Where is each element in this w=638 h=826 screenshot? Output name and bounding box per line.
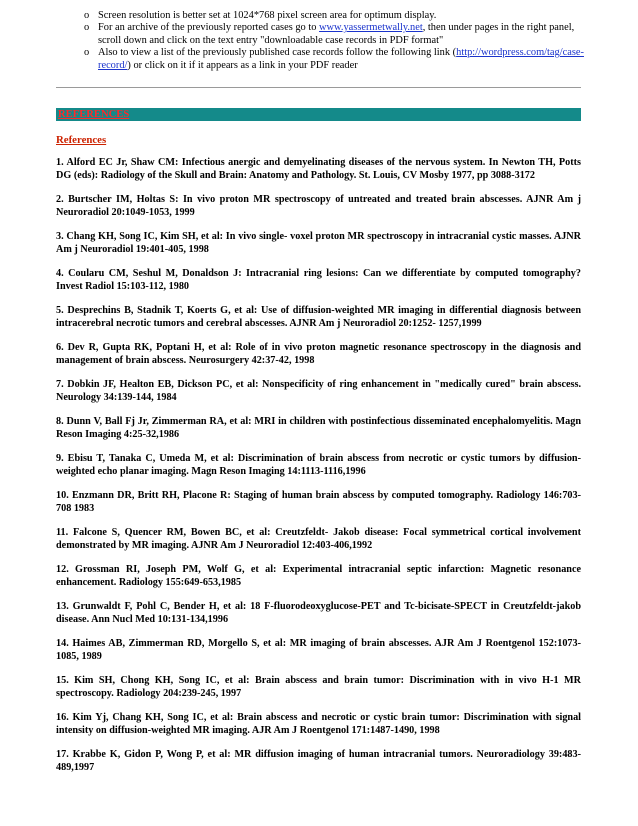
reference-item: 17. Krabbe K, Gidon P, Wong P, et al: MR diffusion imaging of human intracranial tumors. Neuroradiology 39:483-489,1997 [56,749,581,773]
references-list [56,156,581,785]
reference-item: 10. Enzmann DR, Britt RH, Placone R: Staging of human brain abscess by computed tomography. Radiology 146:703-708 1983 [56,490,581,514]
reference-item: 9. Ebisu T, Tanaka C, Umeda M, et al: Discrimination of brain abscess from necrotic or cystic tumors by diffusion-weighted echo planar imaging. Magn Reson Imaging 14:1113-1116,1996 [56,453,581,477]
reference-item: 11. Falcone S, Quencer RM, Bowen BC, et al: Creutzfeldt- Jakob disease: Focal symmetrical cortical involvement demonstrated by MR imaging. AJNR Am J Neuroradiol 12:403-406,1992 [56,527,581,551]
reference-item: 5. Desprechins B, Stadnik T, Koerts G, et al: Use of diffusion-weighted MR imaging in differential diagnosis between intracerebral necrotic tumors and cerebral abscesses. AJNR Am j Neuroradiol 20:1252- 1257,1999 [56,305,581,329]
reference-item: 14. Haimes AB, Zimmerman RD, Morgello S, et al: MR imaging of brain abscesses. AJR Am J Roentgenol 152:1073-1085, 1989 [56,638,581,662]
reference-item: 7. Dobkin JF, Healton EB, Dickson PC, et al: Nonspecificity of ring enhancement in "medically cured" brain abscess. Neurology 34:139-144, 1984 [56,379,581,403]
bullet-text: For an archive of the previously reported cases go to [98,22,320,34]
reference-item: 1. Alford EC Jr, Shaw CM: Infectious anergic and demyelinating diseases of the nervous system. In Newton TH, Potts DG (eds): Radiology of the Skull and Brain: Anatomy and Pathology. St. Louis, CV Mosby 1977, pp 3088-3172 [56,157,581,181]
bullet-text: ) or click on it if it appears as a link in your PDF reader [127,59,358,71]
references-heading: References [56,134,107,146]
reference-item: 12. Grossman RI, Joseph PM, Wolf G, et al: Experimental intracranial septic infarction: Magnetic resonance enhancement. Radiology 155:649-653,1985 [56,564,581,588]
case-record-link[interactable]: http://wordpress.com/tag/case-record/ [98,47,584,71]
bullet-item [84,47,584,72]
bullet-marker: o [84,10,90,21]
reference-item: 3. Chang KH, Song IC, Kim SH, et al: In vivo single- voxel proton MR spectroscopy in intracranial cystic masses. AJNR Am j Neuroradiol 19:401-405, 1998 [56,231,581,255]
archive-link[interactable]: www.yassermetwally.net [319,22,423,34]
notes-bullet-list [84,10,584,72]
reference-item: 2. Burtscher IM, Holtas S: In vivo proton MR spectroscopy of untreated and treated brain abscesses. AJNR Am j Neuroradiol 20:1049-1053, 1999 [56,194,581,218]
bullet-marker: o [84,47,90,59]
reference-item: 15. Kim SH, Chong KH, Song IC, et al: Brain abscess and brain tumor: Discrimination with in vivo H-1 MR spectroscopy. Radiology 204:239-245, 1997 [56,675,581,699]
reference-item: 13. Grunwaldt F, Pohl C, Bender H, et al: 18 F-fluorodeoxyglucose-PET and Tc-bicisate-SPECT in Creutzfeldt-jakob disease. Ann Nucl Med 10:131-134,1996 [56,601,581,625]
reference-item: 8. Dunn V, Ball Fj Jr, Zimmerman RA, et al: MRI in children with postinfectious disseminated encephalomyelitis. Magn Reson Imaging 4:25-32,1986 [56,416,581,440]
horizontal-divider [56,87,581,88]
reference-item: 6. Dev R, Gupta RK, Poptani H, et al: Role of in vivo proton magnetic resonance spectroscopy in the diagnosis and management of brain abscess. Neurosurgery 42:37-42, 1998 [56,342,581,366]
reference-item: 16. Kim Yj, Chang KH, Song IC, et al: Brain abscess and necrotic or cystic brain tumor: Discrimination with signal intensity on diffusion-weighted MR imaging. AJR Am J Roentgenol 171:1487-1490, 1998 [56,712,581,736]
bullet-text: Also to view a list of the previously published case records follow the following link ( [98,47,457,59]
reference-item: 4. Coularu CM, Seshul M, Donaldson J: Intracranial ring lesions: Can we differentiate by computed tomography? Invest Radiol 15:103-112, 1980 [56,268,581,292]
bullet-item [84,10,584,22]
references-section-bar: REFERENCES [56,108,581,121]
bullet-text: , then under pages in the right panel, scroll down and click on the text entry "downloadable case records in PDF format" [98,22,575,46]
bullet-text: Screen resolution is better set at 1024*768 pixel screen area for optimum display. [98,10,437,21]
bullet-item [84,22,584,47]
bullet-marker: o [84,22,90,34]
